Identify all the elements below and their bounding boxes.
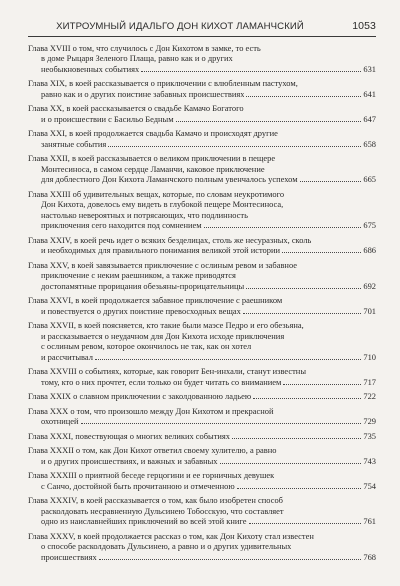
toc-entry [28, 445, 376, 466]
toc-entry-text: Глава XXXI, повествующая о многих великих событиях [28, 430, 231, 441]
toc-page-number: 754 [363, 480, 376, 491]
toc-entry-text: приключение с неким раешником, а также приводятся [41, 270, 236, 281]
toc-entry [28, 103, 376, 124]
toc-entry-line [28, 341, 376, 351]
toc-entry-text: охотницей [41, 416, 79, 427]
toc-page-number: 735 [363, 430, 376, 441]
toc-entry-line [28, 245, 376, 255]
toc-entry-line [28, 377, 376, 387]
toc-page-number: 710 [363, 351, 376, 362]
dot-leader [246, 96, 361, 97]
dot-leader [253, 398, 361, 399]
toc-entry-line [28, 139, 376, 149]
toc-page-number: 729 [363, 416, 376, 427]
toc-entry-text: Глава XX, в коей рассказывается о свадьбе Камачо Богатого [28, 103, 244, 114]
toc-entry-text: и повествуется о других поистине превосходных вещах [41, 305, 241, 316]
toc-entry-text: Глава XXI, в коей продолжается свадьба Камачо и происходят другие [28, 128, 278, 139]
toc-entry-text: Глава XXX о том, что произошло между Дон Кихотом и прекрасной [28, 405, 274, 416]
toc-page-number: 701 [363, 305, 376, 316]
toc-entry-line [28, 89, 376, 99]
dot-leader [176, 121, 362, 122]
toc-entry-line [28, 506, 376, 516]
toc-entry [28, 406, 376, 427]
toc-entry-text: тому, кто о них прочтет, если только он будет читать со вниманием [41, 376, 282, 387]
running-title: ХИТРОУМНЫЙ ИДАЛЬГО ДОН КИХОТ ЛАМАНЧСКИЙ [56, 21, 304, 32]
toc-entry-text: и необходимых для правильного понимания великой этой истории [41, 245, 281, 256]
toc-entry-line [28, 470, 376, 480]
toc-entry-text: для доблестного Дон Кихота Ламанчского полным увенчалось успехом [41, 174, 298, 185]
toc-entry-text: и о происшествии с Басильо Бедным [41, 113, 174, 124]
toc-entry-text: Глава XXXII о том, как Дон Кихот ответил своему хулителю, а равно [28, 445, 277, 456]
toc-page-number: 768 [363, 551, 376, 562]
toc-entry-line [28, 306, 376, 316]
toc-entry-line [28, 516, 376, 526]
toc-entry-line [28, 416, 376, 426]
toc-entry [28, 78, 376, 99]
toc-entry-text: происшествиях [41, 551, 97, 562]
toc-page-number: 692 [363, 280, 376, 291]
toc-entry-text: с ослиным ревом, которое окончилось не так, как он хотел [41, 341, 252, 352]
toc-page-number: 743 [363, 455, 376, 466]
dot-leader [246, 288, 361, 289]
toc-entry-line [28, 366, 376, 376]
toc-entry-line [28, 103, 376, 113]
toc-entry-line [28, 220, 376, 230]
dot-leader [95, 359, 361, 360]
toc-entry-text: Глава XXVI, в коей продолжается забавное приключение с раешником [28, 295, 283, 306]
toc-entry [28, 366, 376, 387]
toc-entry-line [28, 331, 376, 341]
dot-leader [232, 438, 361, 439]
toc-entry [28, 431, 376, 441]
dot-leader [283, 384, 361, 385]
dot-leader [99, 559, 362, 560]
toc-entry-text: о способе расколдовать Дульсинею, а равно и о других удивительных [41, 541, 292, 552]
toc-entry-text: и о других происшествиях, и важных и забавных [41, 455, 218, 466]
toc-entry-text: занятные события [41, 138, 107, 149]
toc-entry-line [28, 320, 376, 330]
toc-entry [28, 43, 376, 74]
dot-leader [300, 181, 362, 182]
toc-entry-text: приключения сего находится под сомнением [41, 220, 202, 231]
toc-entry-text: настолько невероятных и потрясающих, что подлинность [41, 209, 248, 220]
toc-entry-text: Глава XXIX о славном приключении с заколдованною ладьею [28, 391, 252, 402]
toc-entry-line [28, 531, 376, 541]
toc-page-number: 658 [363, 138, 376, 149]
toc-entry-text: Глава XXVII, в коей поясняется, кто такие были маэсе Педро и его обезьяна, [28, 320, 304, 331]
toc-entry-line [28, 199, 376, 209]
toc-entry [28, 391, 376, 401]
toc-entry-line [28, 295, 376, 305]
toc-entry-text: одно из наиславнейших приключений во всей этой книге [41, 516, 247, 527]
toc-entry [28, 495, 376, 526]
toc-entry-text: Глава XXII, в коей рассказывается о великом приключении в пещере [28, 153, 276, 164]
toc-entry-line [28, 456, 376, 466]
toc-entry-line [28, 174, 376, 184]
table-of-contents [28, 43, 376, 562]
toc-entry-line [28, 53, 376, 63]
toc-page-number: 675 [363, 220, 376, 231]
dot-leader [141, 71, 361, 72]
toc-entry-line [28, 541, 376, 551]
dot-leader [249, 523, 362, 524]
toc-page-number: 686 [363, 245, 376, 256]
toc-entry-text: в доме Рыцаря Зеленого Плаща, равно как и о других [41, 53, 233, 64]
toc-entry-text: необыкновенных событиях [41, 63, 140, 74]
toc-entry-line [28, 114, 376, 124]
dot-leader [243, 313, 361, 314]
toc-entry-line [28, 43, 376, 53]
toc-entry-line [28, 128, 376, 138]
toc-entry-line [28, 391, 376, 401]
running-header [28, 16, 376, 37]
toc-entry-line [28, 281, 376, 291]
toc-entry-line [28, 406, 376, 416]
dot-leader [237, 488, 362, 489]
toc-entry-line [28, 189, 376, 199]
dot-leader [81, 423, 362, 424]
toc-entry-line [28, 352, 376, 362]
toc-entry-line [28, 210, 376, 220]
toc-entry [28, 235, 376, 256]
toc-entry-line [28, 78, 376, 88]
toc-entry-text: Глава XXXV, в коей продолжается рассказ о том, как Дон Кихоту стал известен [28, 530, 314, 541]
toc-entry-line [28, 552, 376, 562]
toc-page-number: 717 [363, 376, 376, 387]
toc-page-number: 647 [363, 113, 376, 124]
toc-page-number: 665 [363, 174, 376, 185]
toc-entry-line [28, 260, 376, 270]
toc-entry [28, 320, 376, 362]
toc-entry-text: и рассказывается о неудачном для Дон Кихота исходе приключения [41, 330, 285, 341]
toc-entry-text: Глава XXXIII о приятной беседе герцогини и ее горничных девушек [28, 470, 275, 481]
toc-entry-text: расколдовать несравненную Дульсинею Тобосскую, что составляет [41, 505, 284, 516]
toc-entry-line [28, 431, 376, 441]
toc-entry-line [28, 495, 376, 505]
toc-entry-text: Глава XVIII о том, что случилось с Дон Кихотом в замке, то есть [28, 43, 261, 53]
toc-entry [28, 470, 376, 491]
toc-entry-line [28, 153, 376, 163]
toc-entry-text: Глава XXIII об удивительных вещах, которые, по словам неукротимого [28, 188, 285, 199]
toc-entry-text: Глава XIX, в коей рассказывается о приключении с влюбленным пастухом, [28, 78, 298, 89]
toc-entry [28, 128, 376, 149]
toc-entry-text: Монтесиноса, в самом сердце Ламанчи, каковое приключение [41, 163, 265, 174]
toc-entry-line [28, 164, 376, 174]
toc-entry-text: Глава XXVIII о событиях, которые, как говорит Бен-инхали, станут известны [28, 366, 306, 377]
toc-page-number: 641 [363, 88, 376, 99]
toc-entry-line [28, 235, 376, 245]
page-number: 1053 [352, 20, 376, 32]
toc-entry-text: Глава XXV, в коей завязывается приключение с ослиным ревом и забавное [28, 259, 298, 270]
toc-entry-line [28, 445, 376, 455]
toc-entry-line [28, 270, 376, 280]
toc-page-number: 761 [363, 516, 376, 527]
toc-entry-line [28, 481, 376, 491]
toc-entry [28, 153, 376, 184]
toc-page-number: 631 [363, 63, 376, 74]
toc-entry-text: с Санчо, достойной быть прочитанною и отмеченною [41, 480, 235, 491]
toc-entry [28, 260, 376, 291]
toc-page-number: 722 [363, 391, 376, 402]
dot-leader [220, 463, 362, 464]
dot-leader [108, 146, 361, 147]
toc-entry [28, 189, 376, 231]
toc-entry [28, 531, 376, 562]
toc-entry-text: Глава XXIV, в коей речь идет о всяких безделицах, столь же несуразных, сколь [28, 234, 312, 245]
toc-entry-text: Дон Кихота, довелось ему видеть в глубокой пещере Монтесиноса, [41, 199, 284, 210]
dot-leader [204, 227, 362, 228]
toc-entry [28, 295, 376, 316]
toc-entry-text: равно как и о других поистине забавных происшествиях [41, 88, 245, 99]
toc-entry-text: Глава XXXIV, в коей рассказывается о том, как было изобретен способ [28, 495, 283, 506]
toc-entry-text: и рассчитывал [41, 351, 93, 362]
toc-entry-text: достопамятные прорицания обезьяны-прорицательницы [41, 280, 245, 291]
toc-entry-line [28, 64, 376, 74]
dot-leader [282, 252, 361, 253]
